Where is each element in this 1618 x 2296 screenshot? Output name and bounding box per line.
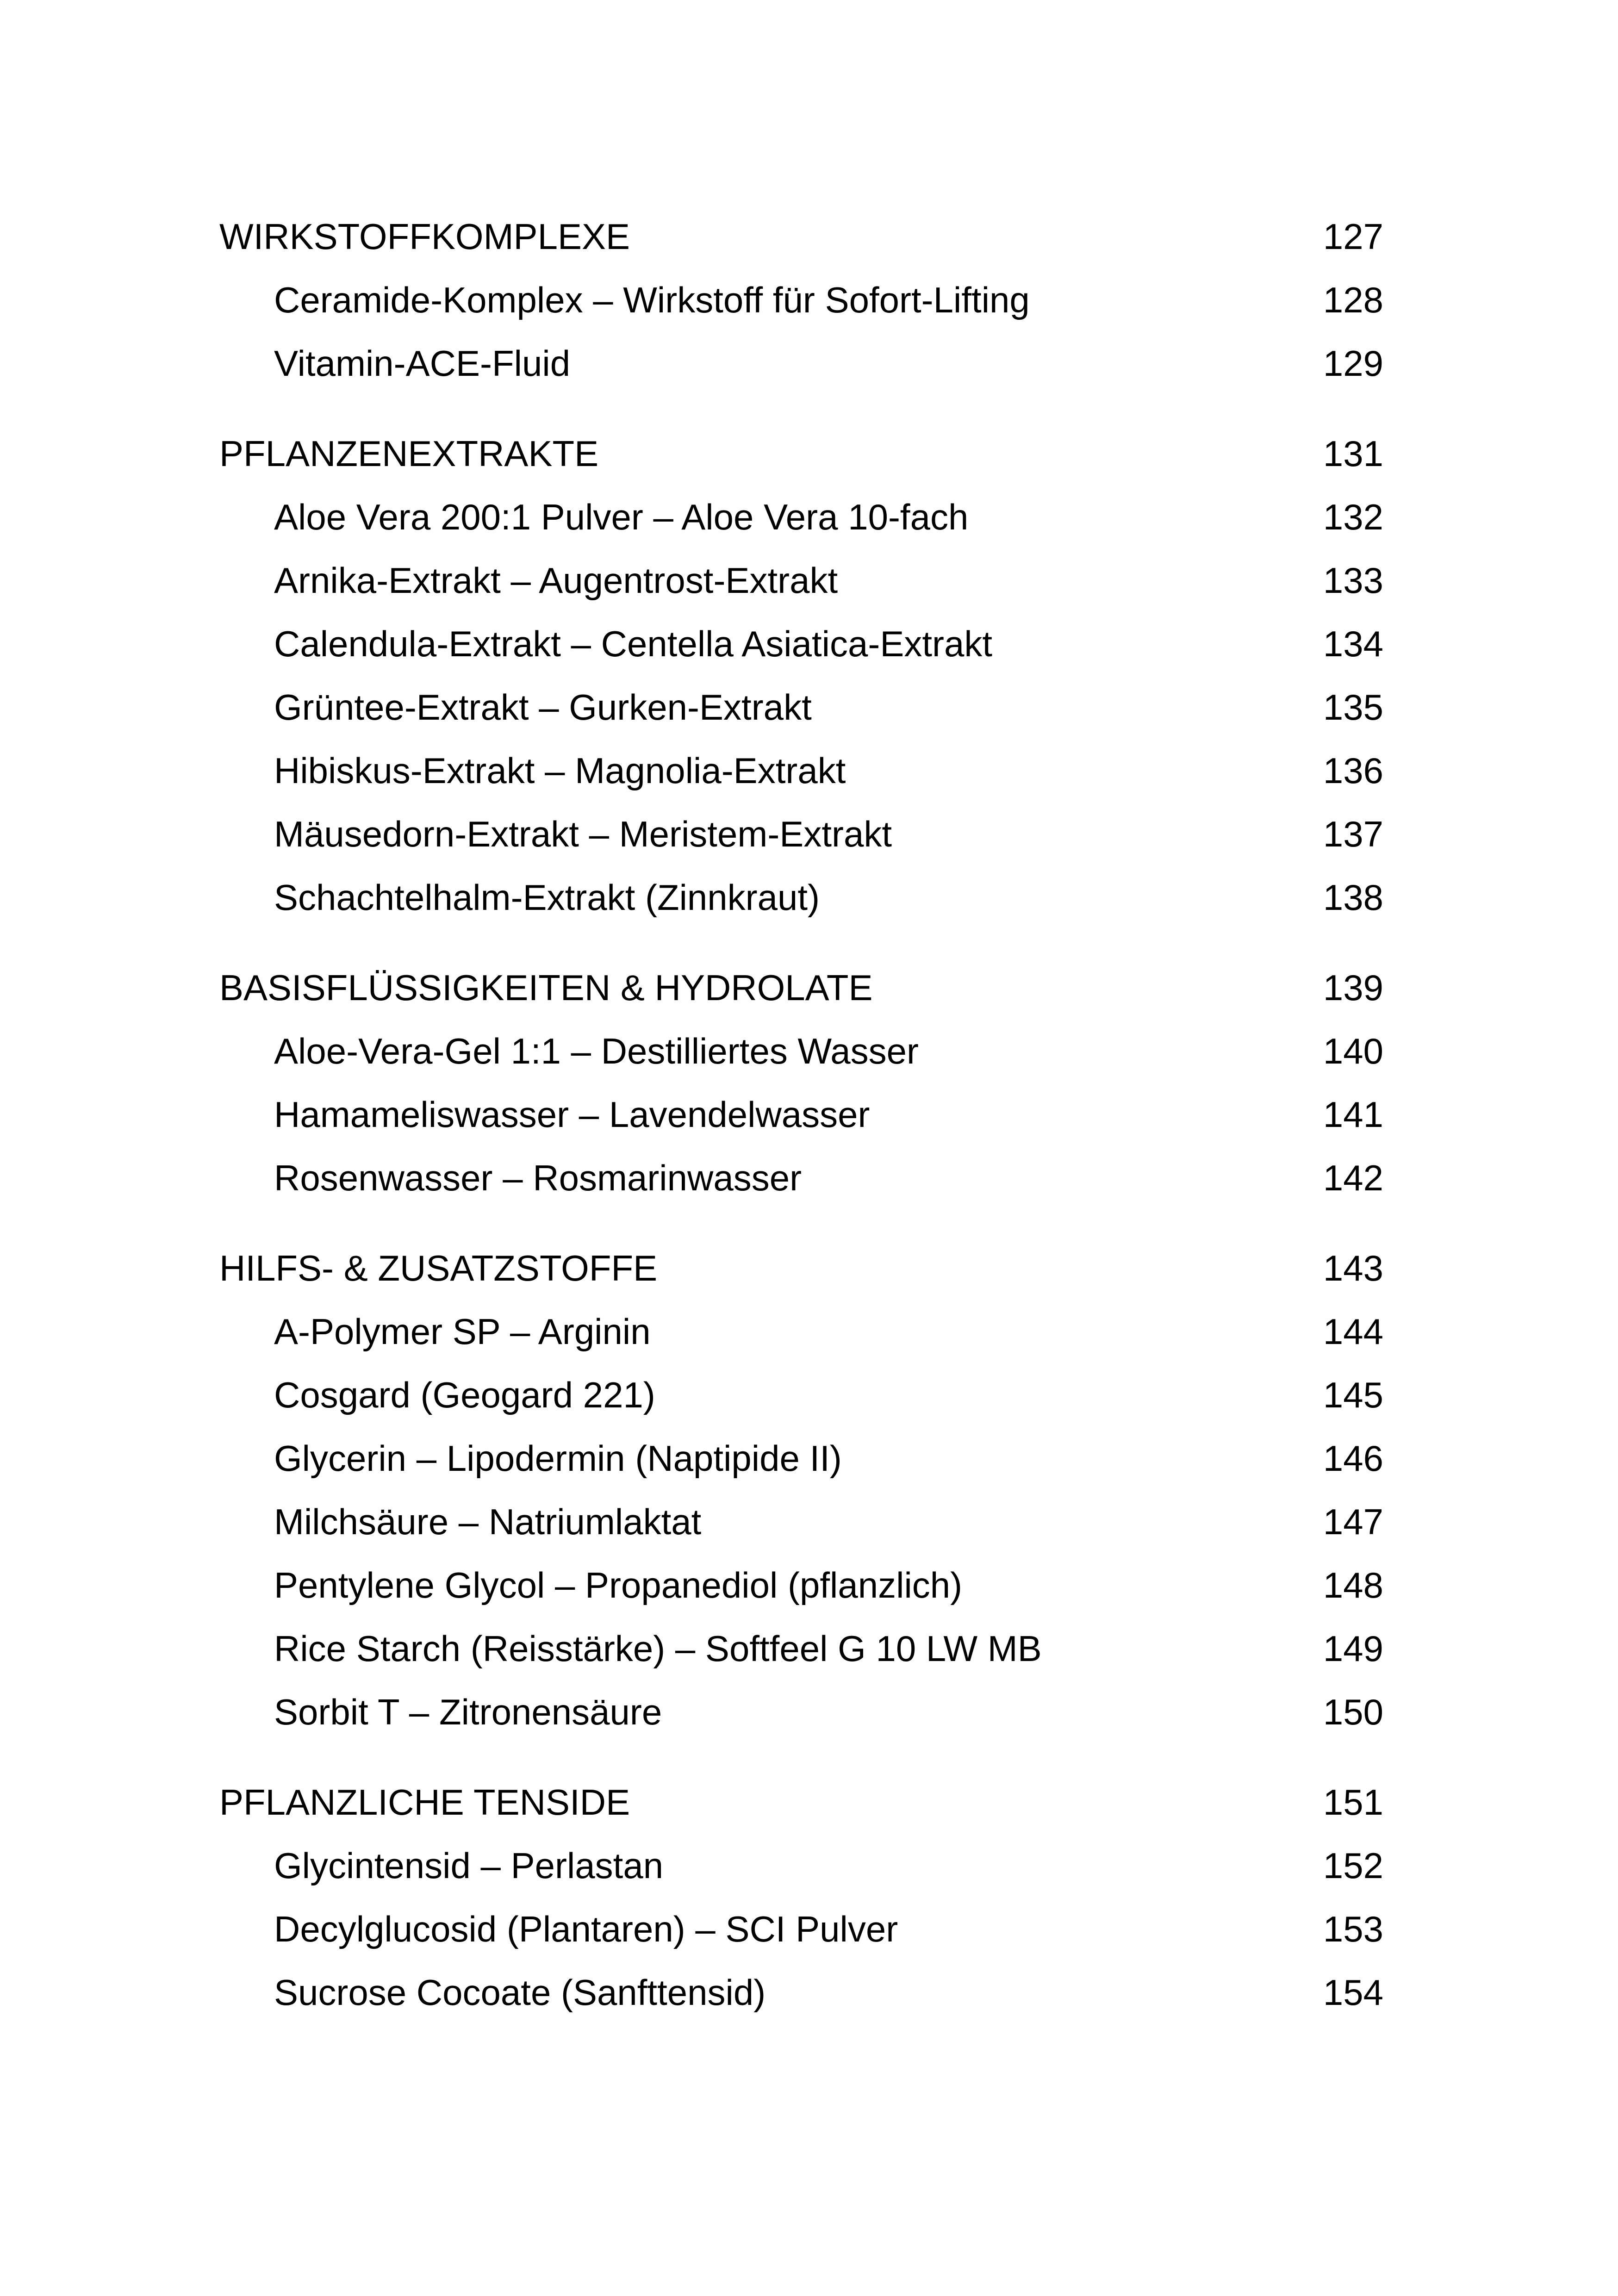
toc-entry [219,1490,1383,1554]
toc-entry [219,1554,1383,1617]
table-of-contents [219,205,1383,2024]
entry-label: Mäusedorn-Extrakt – Meristem-Extrakt [274,814,892,854]
toc-entry [219,612,1383,676]
toc-entry [219,268,1383,332]
entry-label: Calendula-Extrakt – Centella Asiatica-Extrakt [274,623,993,664]
section-title: WIRKSTOFFKOMPLEXE [219,216,630,257]
entry-page-number: 144 [1323,1311,1383,1352]
section-title: PFLANZENEXTRAKTE [219,433,599,474]
entry-label: Glycerin – Lipodermin (Naptipide II) [274,1438,842,1479]
toc-section [219,205,1383,395]
entry-page-number: 149 [1323,1628,1383,1669]
entry-page-number: 146 [1323,1438,1383,1479]
entry-label: Vitamin-ACE-Fluid [274,343,571,384]
entry-label: Grüntee-Extrakt – Gurken-Extrakt [274,687,812,728]
entry-page-number: 135 [1323,687,1383,728]
entry-page-number: 147 [1323,1501,1383,1542]
entry-page-number: 154 [1323,1972,1383,2013]
entry-page-number: 148 [1323,1565,1383,1605]
section-heading [219,956,1383,1020]
section-title: HILFS- & ZUSATZSTOFFE [219,1248,658,1288]
section-title: PFLANZLICHE TENSIDE [219,1782,630,1823]
toc-entry [219,1961,1383,2024]
section-heading [219,422,1383,485]
toc-entry [219,1083,1383,1146]
entry-label: Pentylene Glycol – Propanediol (pflanzlich) [274,1565,963,1605]
toc-entry [219,485,1383,549]
entry-page-number: 142 [1323,1157,1383,1198]
toc-section [219,422,1383,929]
section-heading [219,205,1383,268]
section-heading [219,1771,1383,1834]
entry-page-number: 133 [1323,560,1383,601]
toc-section [219,956,1383,1210]
entry-label: Schachtelhalm-Extrakt (Zinnkraut) [274,877,820,918]
entry-page-number: 136 [1323,750,1383,791]
toc-entry [219,332,1383,395]
toc-entry [219,1680,1383,1744]
entry-page-number: 132 [1323,497,1383,537]
entry-label: Hamameliswasser – Lavendelwasser [274,1094,870,1135]
entry-label: Aloe-Vera-Gel 1:1 – Destilliertes Wasser [274,1031,919,1071]
entry-page-number: 137 [1323,814,1383,854]
section-page-number: 139 [1323,967,1383,1008]
entry-label: Ceramide-Komplex – Wirkstoff für Sofort-Lifting [274,280,1030,320]
section-page-number: 127 [1323,216,1383,257]
toc-entry [219,1898,1383,1961]
toc-entry [219,1363,1383,1427]
entry-page-number: 141 [1323,1094,1383,1135]
entry-label: Rice Starch (Reisstärke) – Softfeel G 10 LW MB [274,1628,1042,1669]
section-page-number: 151 [1323,1782,1383,1823]
entry-label: Sucrose Cocoate (Sanfttensid) [274,1972,766,2013]
toc-entry [219,1300,1383,1363]
entry-label: Aloe Vera 200:1 Pulver – Aloe Vera 10-fach [274,497,969,537]
toc-entry [219,1617,1383,1680]
toc-entry [219,803,1383,866]
entry-page-number: 128 [1323,280,1383,320]
toc-entry [219,1020,1383,1083]
toc-entry [219,739,1383,803]
entry-label: Sorbit T – Zitronensäure [274,1692,662,1732]
entry-page-number: 129 [1323,343,1383,384]
entry-page-number: 153 [1323,1909,1383,1949]
entry-label: Arnika-Extrakt – Augentrost-Extrakt [274,560,838,601]
section-page-number: 131 [1323,433,1383,474]
entry-page-number: 140 [1323,1031,1383,1071]
entry-label: Rosenwasser – Rosmarinwasser [274,1157,802,1198]
toc-entry [219,866,1383,929]
entry-page-number: 150 [1323,1692,1383,1732]
toc-entry [219,1427,1383,1490]
section-heading [219,1237,1383,1300]
section-page-number: 143 [1323,1248,1383,1288]
toc-section [219,1771,1383,2024]
section-title: BASISFLÜSSIGKEITEN & HYDROLATE [219,967,873,1008]
toc-section [219,1237,1383,1744]
toc-entry [219,1834,1383,1898]
toc-entry [219,549,1383,612]
entry-label: Hibiskus-Extrakt – Magnolia-Extrakt [274,750,846,791]
entry-page-number: 145 [1323,1375,1383,1415]
entry-label: Cosgard (Geogard 221) [274,1375,655,1415]
entry-label: Milchsäure – Natriumlaktat [274,1501,702,1542]
entry-page-number: 152 [1323,1845,1383,1886]
entry-page-number: 138 [1323,877,1383,918]
toc-entry [219,676,1383,739]
toc-entry [219,1146,1383,1210]
entry-label: Decylglucosid (Plantaren) – SCI Pulver [274,1909,898,1949]
entry-label: Glycintensid – Perlastan [274,1845,664,1886]
entry-page-number: 134 [1323,623,1383,664]
entry-label: A-Polymer SP – Arginin [274,1311,651,1352]
